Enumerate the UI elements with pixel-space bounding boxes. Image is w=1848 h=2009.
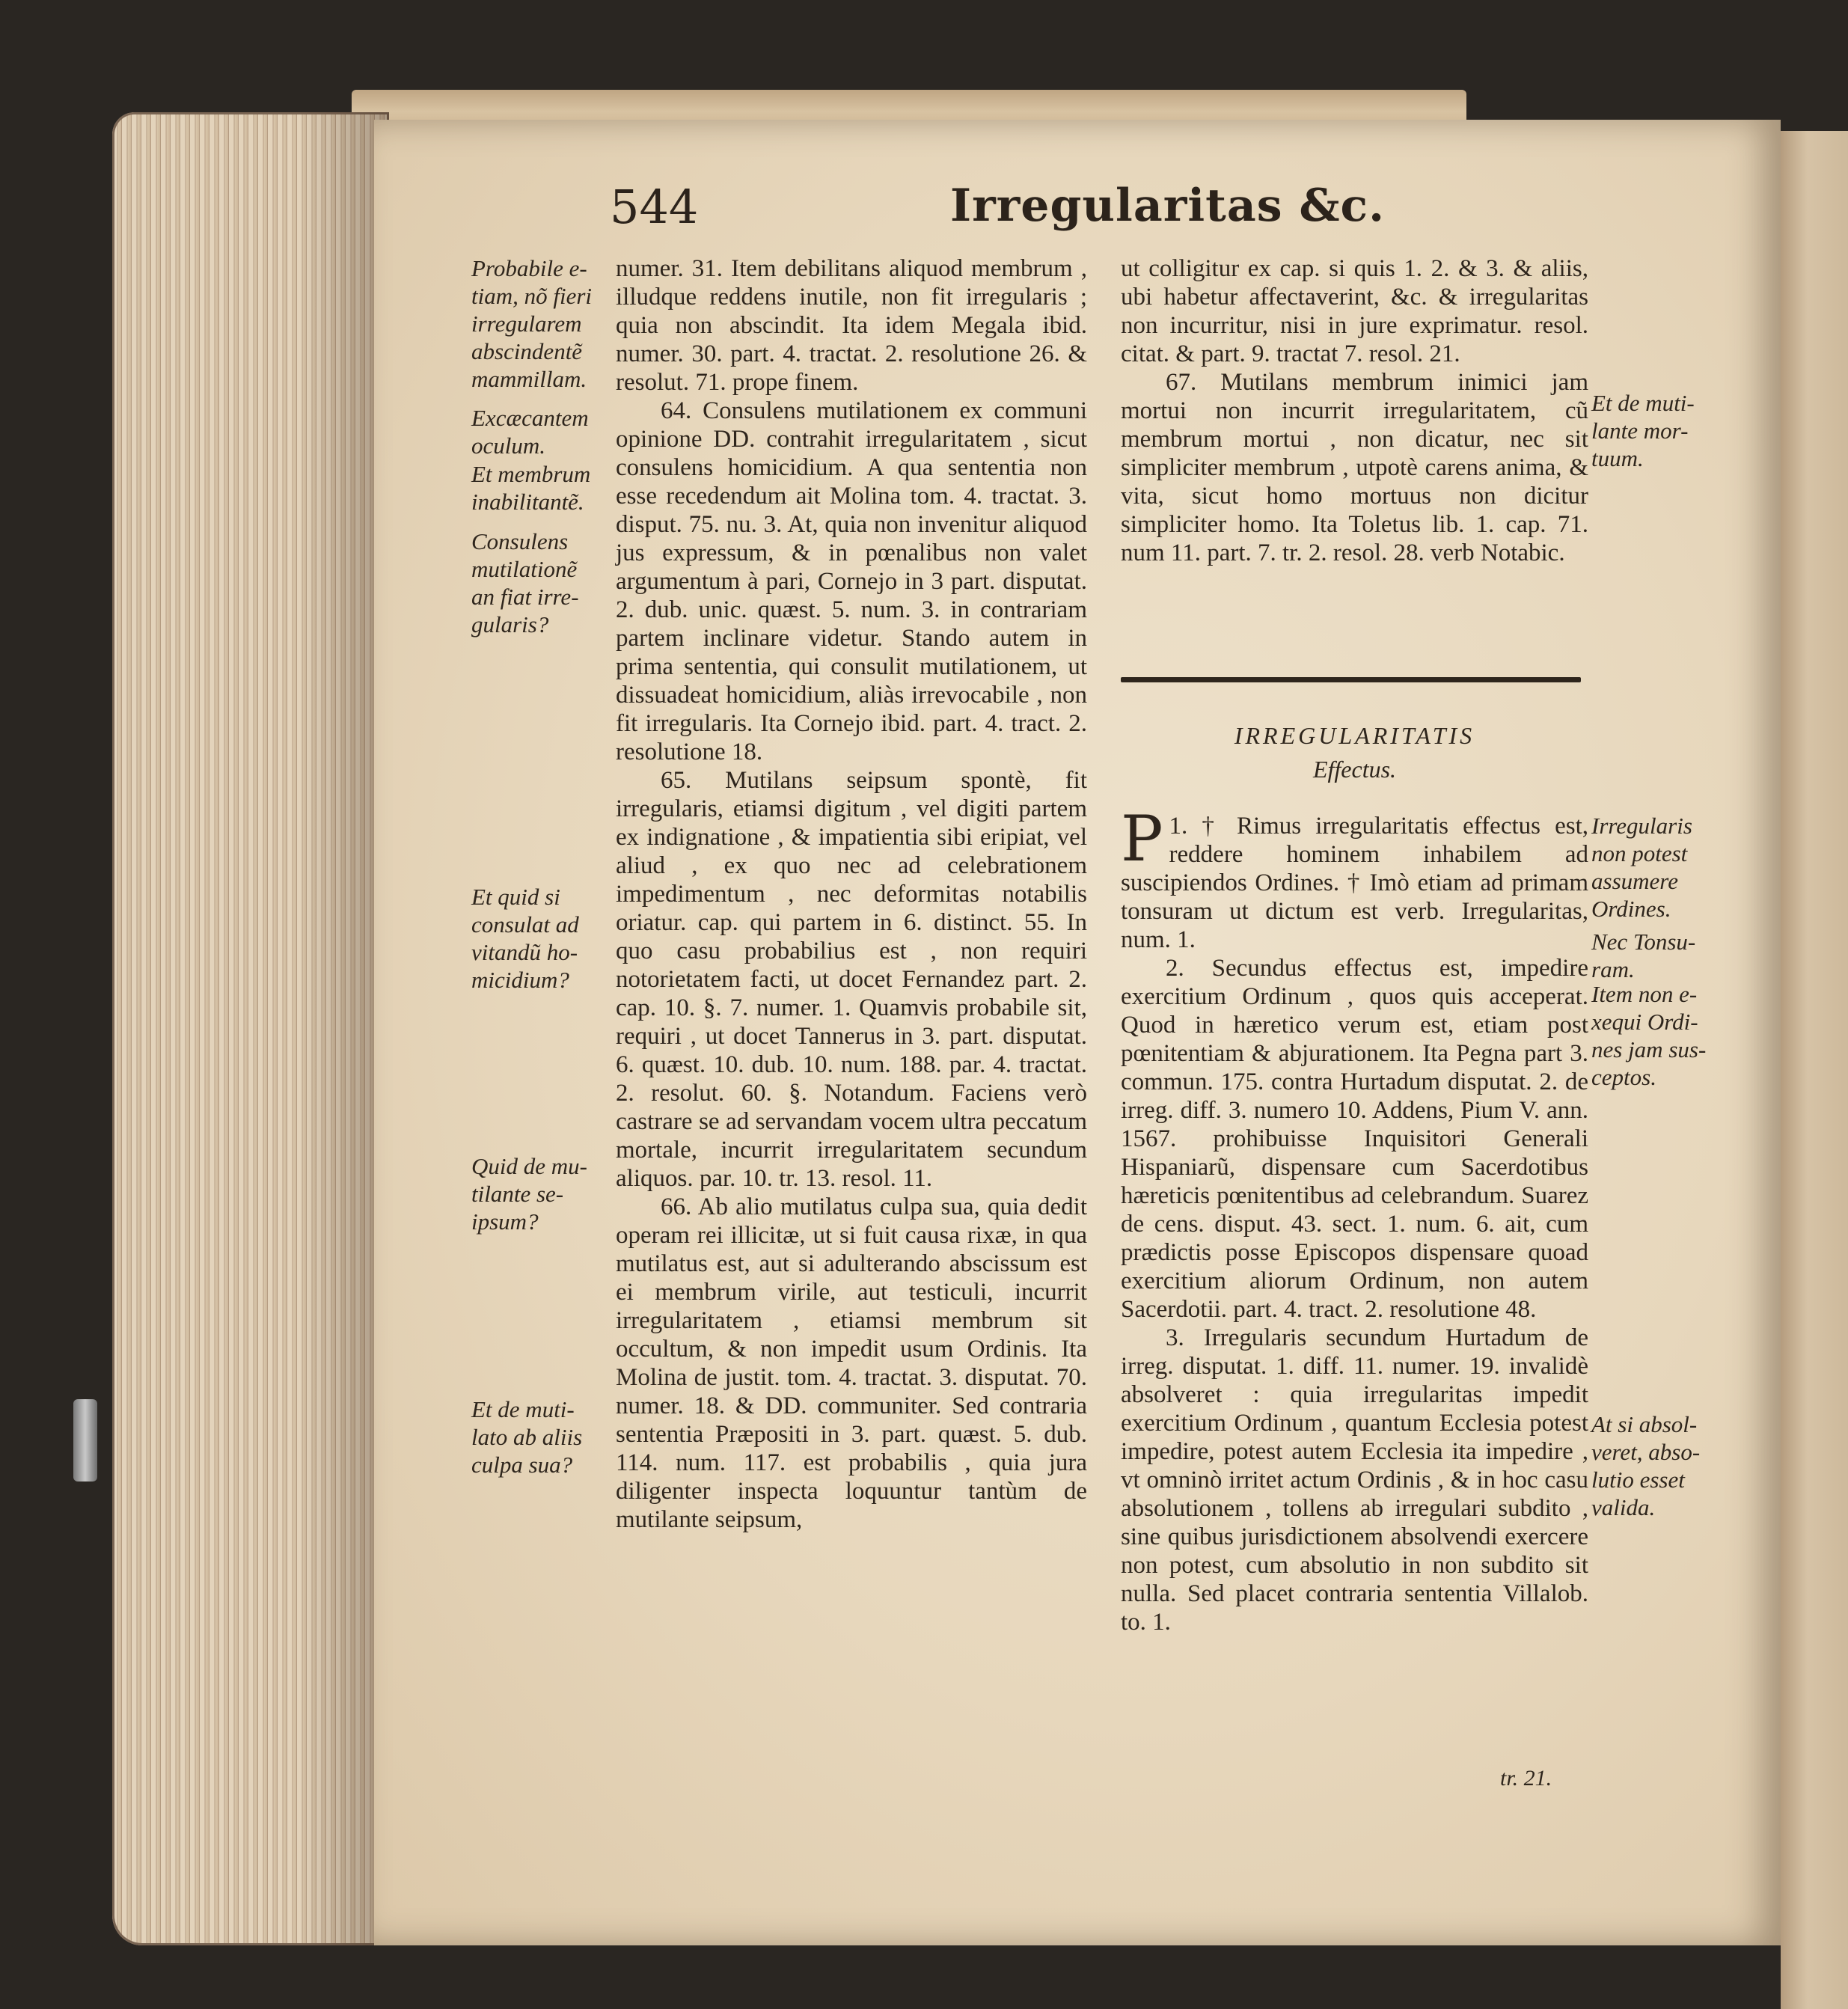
- paragraph: 66. Ab alio mutilatus culpa sua, quia dedit operam rei illicitæ, ut si fuit causa rixæ, in qua mutilatus est, aut si adulterando abscissum est ei membrum virile, aut testiculi, incurrit irregularitatem , etiamsi membrum sit occultum, & non impedit usum Ordinis. Ita Molina de justit. tom. 4. tractat. 3. disputat. 70. numer. 18. & DD. communiter. Sed contraria sententia Præpositi in 3. part. quæst. 5. dub. 114. num. 117. est probabilis , quia jura diligenter inspecta loquuntur tantùm de mutilante seipsum,: [616, 1193, 1087, 1533]
- paragraph: 64. Consulens mutilationem ex communi opinione DD. contrahit irregularitatem , sicut consulens homicidium. A qua sententia non esse recedendum ait Molina tom. 4. tractat. 3. disput. 75. nu. 3. At, quia non invenitur aliquod jus expressum, & in pœnalibus non valet argumentum à pari, Cornejo in 3 part. disputat. 2. dub. unic. quæst. 5. num. 3. in contrariam partem inclinare videtur. Stando autem in prima sententia, qui consulit mutilationem, ut dissuadeat homicidium, aliàs irrevocabile , non fit irregularis. Ita Cornejo ibid. part. 4. tract. 2. resolutione 18.: [616, 397, 1087, 765]
- drop-capital: P: [1121, 802, 1163, 875]
- section-divider: [1121, 677, 1581, 682]
- margin-note: Item non e- xequi Ordi- nes jam sus- ceptos.: [1591, 981, 1707, 1090]
- page-number: 544: [610, 180, 699, 234]
- facing-page-edge: [1781, 131, 1848, 2009]
- margin-note: Quid de mu- tilante se- ipsum?: [471, 1153, 587, 1235]
- paragraph: 65. Mutilans seipsum spontè, fit irregularis, etiamsi digitum , vel digiti partem ex indignatione , & impatientia sibi eripiat, vel aliud , ex quo nec ad celebrationem impedimentum , nec deformitas notabilis oriatur. cap. qui partem in 6. distinct. 55. In quo casu probabilius est , non requiri notorietatem facti, ut docet Fernandez part. 2. cap. 10. §. 7. numer. 1. Quamvis probabile sit, requiri , ut docet Tannerus in 3. part. disputat. 6. quæst. 10. dub. 10. num. 188. par. 4. tractat. 2. resolut. 60. §. Notandum. Faciens verò castrare se ad servandam vocem ultra peccatum mortale, incurrit irregularitatem secundum aliquos. par. 10. tr. 13. resol. 11.: [616, 767, 1087, 1192]
- right-text-column: [1121, 254, 1588, 567]
- section-subheading: Effectus.: [1312, 756, 1397, 783]
- paragraph: ut colligitur ex cap. si quis 1. 2. & 3. & aliis, ubi habetur affectaverint, &c. & irregularitas non incurritur, nisi in jure exprimatur. resol. citat. & part. 9. tractat 7. resol. 21.: [1121, 255, 1588, 367]
- stacked-page-edges: [112, 112, 389, 1945]
- paragraph: 3. Irregularis secundum Hurtadum de irreg. disputat. 1. diff. 11. numer. 19. invalidè absolveret : quia irregularitas impedit exercitium Ordinum , quantum Ecclesia potest impedire, potest autem Ecclesia ita impedire , vt omninò irritet actum Ordinis , & in hoc casu absolutionem , tollens ab irregulari subdito , sine quibus jurisdictionem absolvendi exercere non potest, cum absolutio in non subdito sit nulla. Sed placet contraria sententia Villalob. to. 1.: [1121, 1324, 1588, 1636]
- margin-note: Consulens mutilationẽ an fiat irre- gularis?: [471, 528, 579, 637]
- paragraph: numer. 31. Item debilitans aliquod membrum , illudque reddens inutile, non fit irregularis ; quia non abscindit. Ita idem Megala ibid. numer. 30. part. 4. tractat. 2. resolutione 26. & resolut. 71. prope finem.: [616, 255, 1087, 396]
- paragraph: 2. Secundus effectus est, impedire exercitium Ordinum , quos quis acceperat. Quod in hæretico verum est, etiam post pœnitentiam & abjurationem. Ita Pegna part 3. commun. 175. contra Hurtadum disputat. 2. de irreg. diff. 3. numero 10. Addens, Pium V. ann. 1567. prohibuisse Inquisitori Generali Hispaniarũ, dispensare cum Sacerdotibus hæreticis pœnitentibus ad celebrandum. Suarez de cens. disput. 43. sect. 1. num. 6. ait, cum prædictis posse Episcopos dispensare quoad exercitium aliorum Ordinum, non autem Sacerdotii. part. 4. tract. 2. resolutione 48.: [1121, 955, 1588, 1323]
- margin-note: Irregularis non potest assumere Ordines.: [1591, 813, 1692, 922]
- paragraph: 67. Mutilans membrum inimici jam mortui non incurrit irregularitatem, cũ membrum mortui , non dicatur, nec sit simpliciter membrum , utpotè carens anima, & vita, sicut homo mortuus non dicitur simpliciter homo. Ita Toletus lib. 1. cap. 71. num 11. part. 7. tr. 2. resol. 28. verb Notabic.: [1121, 369, 1588, 566]
- margin-note: Et de muti- lato ab aliis culpa sua?: [471, 1396, 583, 1478]
- paragraph: [1121, 802, 1589, 954]
- running-title: Irregularitas &c.: [950, 180, 1385, 232]
- margin-note: Probabile e- tiam, nõ fieri irregularem abscindentẽ mammillam.: [471, 255, 593, 392]
- margin-note: Nec Tonsu- ram.: [1591, 929, 1696, 982]
- margin-note: Et membrum inabilitantẽ.: [471, 461, 591, 515]
- margin-note: At si absol- veret, abso- lutio esset valida.: [1591, 1411, 1701, 1520]
- paragraph-text: Rimus irregularitatis effectus est, reddere hominem inhabilem ad suscipiendos Ordines. † Imò etiam ad primam tonsuram ut dictum est verb. Irregularitas, num. 1.: [1121, 813, 1589, 953]
- left-text-column: [616, 254, 1087, 1534]
- paragraph-number: 1. †: [1169, 813, 1223, 840]
- margin-note: Et quid si consulat ad vitandũ ho- micidium?: [471, 884, 579, 993]
- section-heading: IRREGULARITATIS: [1234, 722, 1475, 749]
- catchword: tr. 21.: [1500, 1766, 1552, 1791]
- margin-note: Et de muti- lante mor- tuum.: [1591, 390, 1695, 471]
- margin-note: Excæcantem oculum.: [471, 405, 589, 459]
- book-clasp: [73, 1399, 97, 1481]
- section-text: [1121, 802, 1589, 1636]
